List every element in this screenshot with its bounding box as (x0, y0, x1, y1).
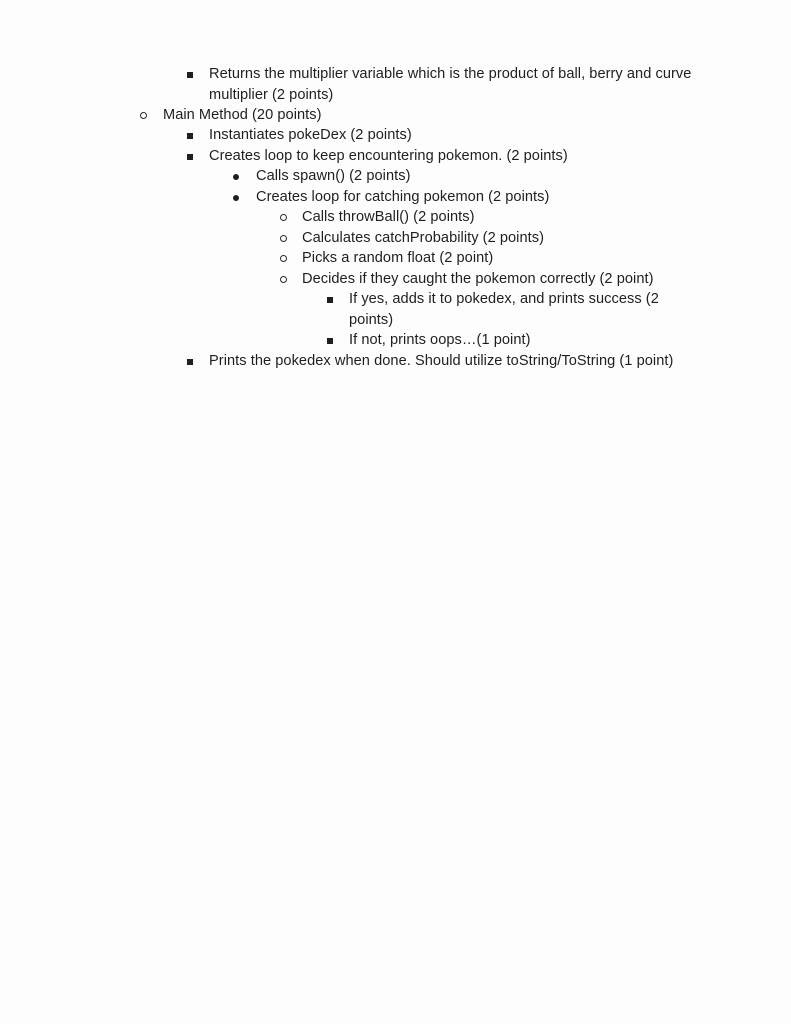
square-bullet-icon (327, 297, 333, 303)
list-item-text: Main Method (20 points) (163, 107, 322, 123)
list-item-text: Calls throwBall() (2 points) (302, 209, 475, 225)
filled-circle-bullet-icon (233, 174, 239, 180)
square-bullet-icon (187, 72, 193, 78)
list-item-text: Picks a random float (2 point) (302, 250, 494, 266)
list-item-text: If not, prints oops…(1 point) (349, 332, 531, 348)
list-item-text: Returns the multiplier variable which is the product of ball, berry and curve (209, 66, 692, 82)
list-item-text-continuation: points) (349, 312, 394, 328)
list-item-text-continuation: multiplier (2 points) (209, 87, 334, 103)
list-item-text: Creates loop for catching pokemon (2 points) (256, 189, 550, 205)
square-bullet-icon (187, 133, 193, 139)
square-bullet-icon (187, 154, 193, 160)
hollow-circle-bullet-icon (280, 214, 287, 221)
hollow-circle-bullet-icon (280, 235, 287, 242)
list-item-text: Creates loop to keep encountering pokemon. (2 points) (209, 148, 568, 164)
filled-circle-bullet-icon (233, 195, 239, 201)
list-item-text: Calls spawn() (2 points) (256, 168, 411, 184)
square-bullet-icon (187, 359, 193, 365)
list-item-text: Calculates catchProbability (2 points) (302, 230, 544, 246)
list-item-text: Decides if they caught the pokemon correctly (2 point) (302, 271, 654, 287)
list-item-text: Prints the pokedex when done. Should utilize toString/ToString (1 point) (209, 353, 674, 369)
hollow-circle-bullet-icon (280, 276, 287, 283)
hollow-circle-bullet-icon (140, 112, 147, 119)
list-item-text: If yes, adds it to pokedex, and prints success (2 (349, 291, 659, 307)
square-bullet-icon (327, 338, 333, 344)
hollow-circle-bullet-icon (280, 255, 287, 262)
list-item-text: Instantiates pokeDex (2 points) (209, 127, 412, 143)
